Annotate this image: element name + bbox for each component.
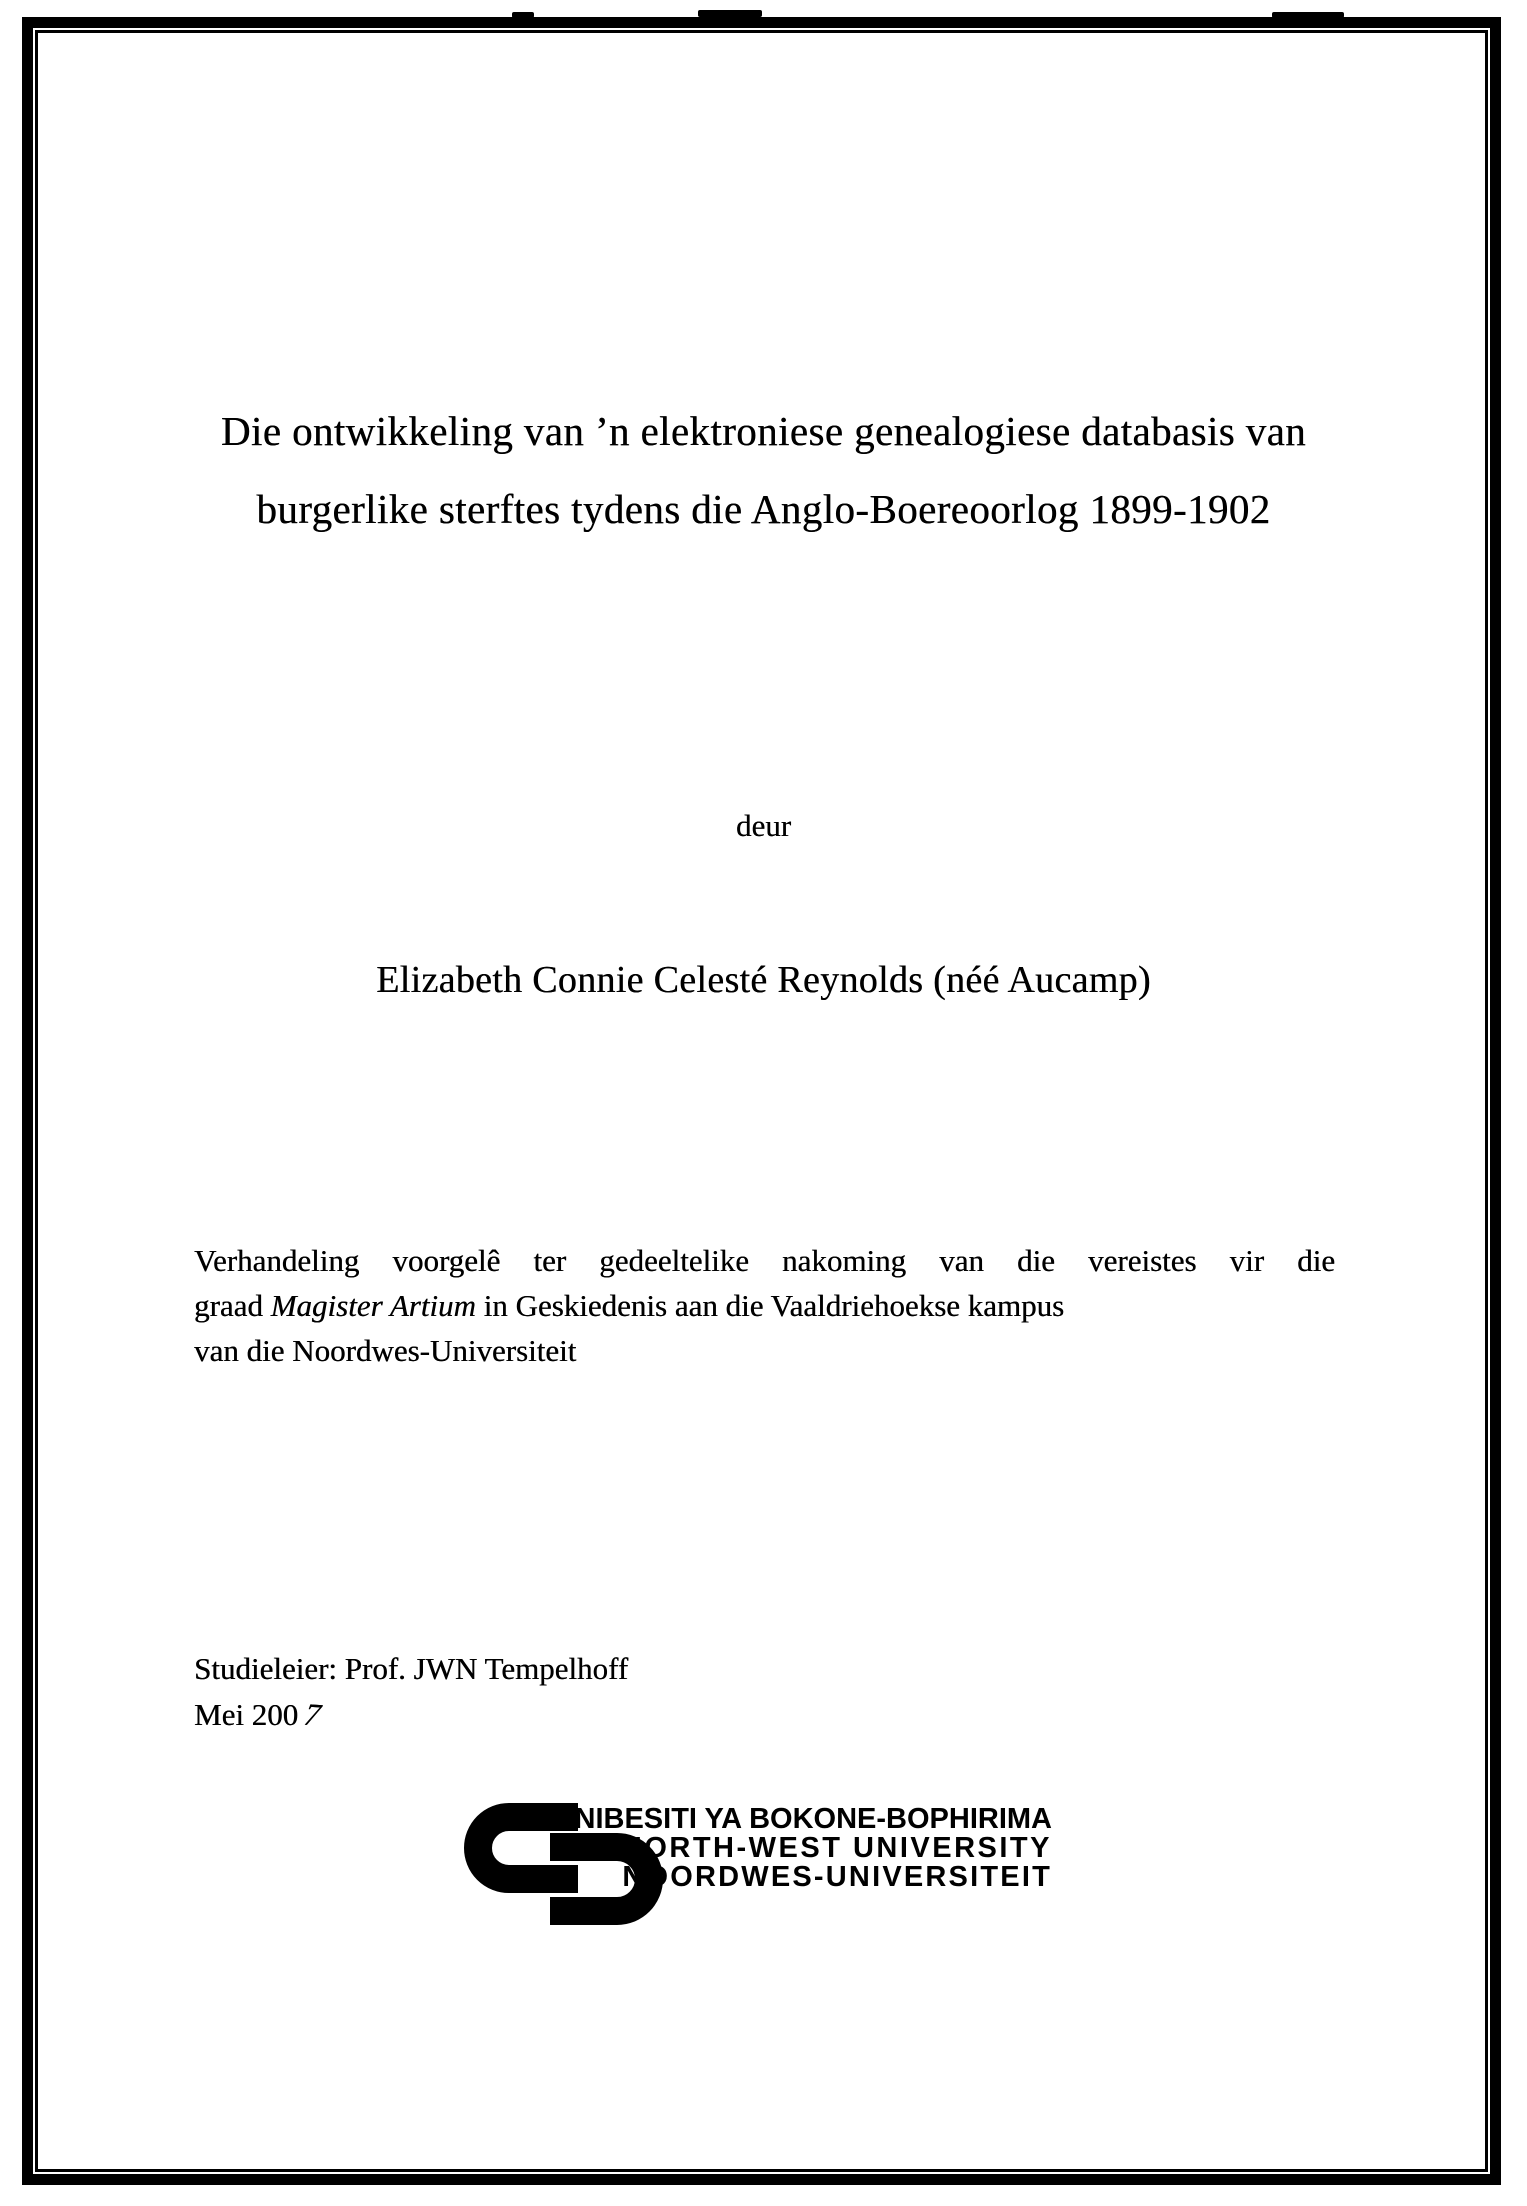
date-last-digit: 7 <box>298 1696 327 1733</box>
degree-name-italic: Magister Artium <box>270 1288 476 1323</box>
degree-statement-line-2 <box>194 1283 1335 1328</box>
thesis-title-line-2: burgerlike sterftes tydens die Anglo-Boereoorlog 1899-1902 <box>256 486 1271 532</box>
scan-smudge <box>698 10 762 17</box>
thesis-title <box>80 392 1447 548</box>
date-line <box>194 1692 628 1738</box>
scan-smudge <box>512 12 534 18</box>
supervisor-block <box>194 1646 628 1738</box>
scan-smudge <box>1272 12 1344 18</box>
degree-statement-line-1: Verhandeling voorgelê ter gedeeltelike nakoming van die vereistes vir die <box>194 1243 1335 1278</box>
nwu-logo-text-english: NORTH-WEST UNIVERSITY <box>620 1832 1052 1864</box>
nwu-logo-text <box>534 1805 1052 1892</box>
nwu-logo-text-setswana: YUNIBESITI YA BOKONE-BOPHIRIMA <box>534 1803 1052 1835</box>
supervisor-line: Studieleier: Prof. JWN Tempelhoff <box>194 1651 629 1686</box>
author-name: Elizabeth Connie Celesté Reynolds (néé Aucamp) <box>376 959 1151 1001</box>
thesis-title-line-1: Die ontwikkeling van ’n elektroniese genealogiese databasis van <box>220 408 1307 454</box>
date-prefix: Mei 200 <box>194 1697 299 1732</box>
degree-statement-line-2-pre: graad <box>194 1288 271 1323</box>
degree-statement-line-3: van die Noordwes-Universiteit <box>194 1333 577 1368</box>
byline-deur: deur <box>735 808 792 843</box>
degree-statement-line-2-post: in Geskiedenis aan die Vaaldriehoekse kampus <box>475 1288 1065 1323</box>
degree-statement <box>194 1238 1335 1373</box>
nwu-logo-text-afrikaans: NOORDWES-UNIVERSITEIT <box>622 1861 1052 1893</box>
